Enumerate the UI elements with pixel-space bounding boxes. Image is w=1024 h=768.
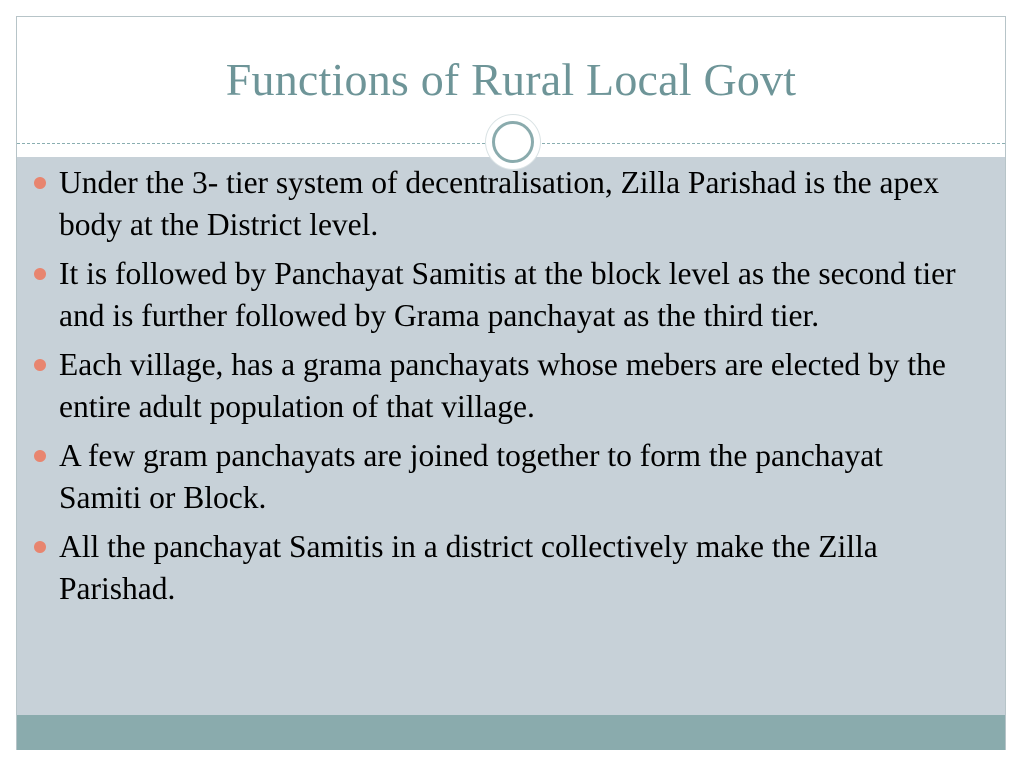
slide-title: Functions of Rural Local Govt (225, 54, 797, 105)
footer-bar (17, 715, 1005, 750)
bullet-text: All the panchayat Samitis in a district collectively make the Zilla Parishad. (59, 529, 878, 606)
bullet-dot-icon (34, 541, 46, 553)
bullet-item (34, 344, 964, 428)
bullet-list (34, 162, 964, 617)
bullet-text: A few gram panchayats are joined together to form the panchayat Samiti or Block. (59, 438, 883, 515)
bullet-dot-icon (34, 268, 46, 280)
bullet-text: Under the 3- tier system of decentralisation, Zilla Parishad is the apex body at the District level. (59, 165, 939, 242)
bullet-dot-icon (34, 177, 46, 189)
bullet-text: It is followed by Panchayat Samitis at the block level as the second tier and is further followed by Grama panchayat as the third tier. (59, 256, 956, 333)
bullet-dot-icon (34, 450, 46, 462)
bullet-dot-icon (34, 359, 46, 371)
ring-icon (492, 121, 534, 163)
bullet-item (34, 526, 964, 610)
bullet-item (34, 435, 964, 519)
circle-ornament-icon (486, 115, 540, 169)
bullet-item (34, 162, 964, 246)
bullet-item (34, 253, 964, 337)
bullet-text: Each village, has a grama panchayats whose mebers are elected by the entire adult population of that village. (59, 347, 946, 424)
